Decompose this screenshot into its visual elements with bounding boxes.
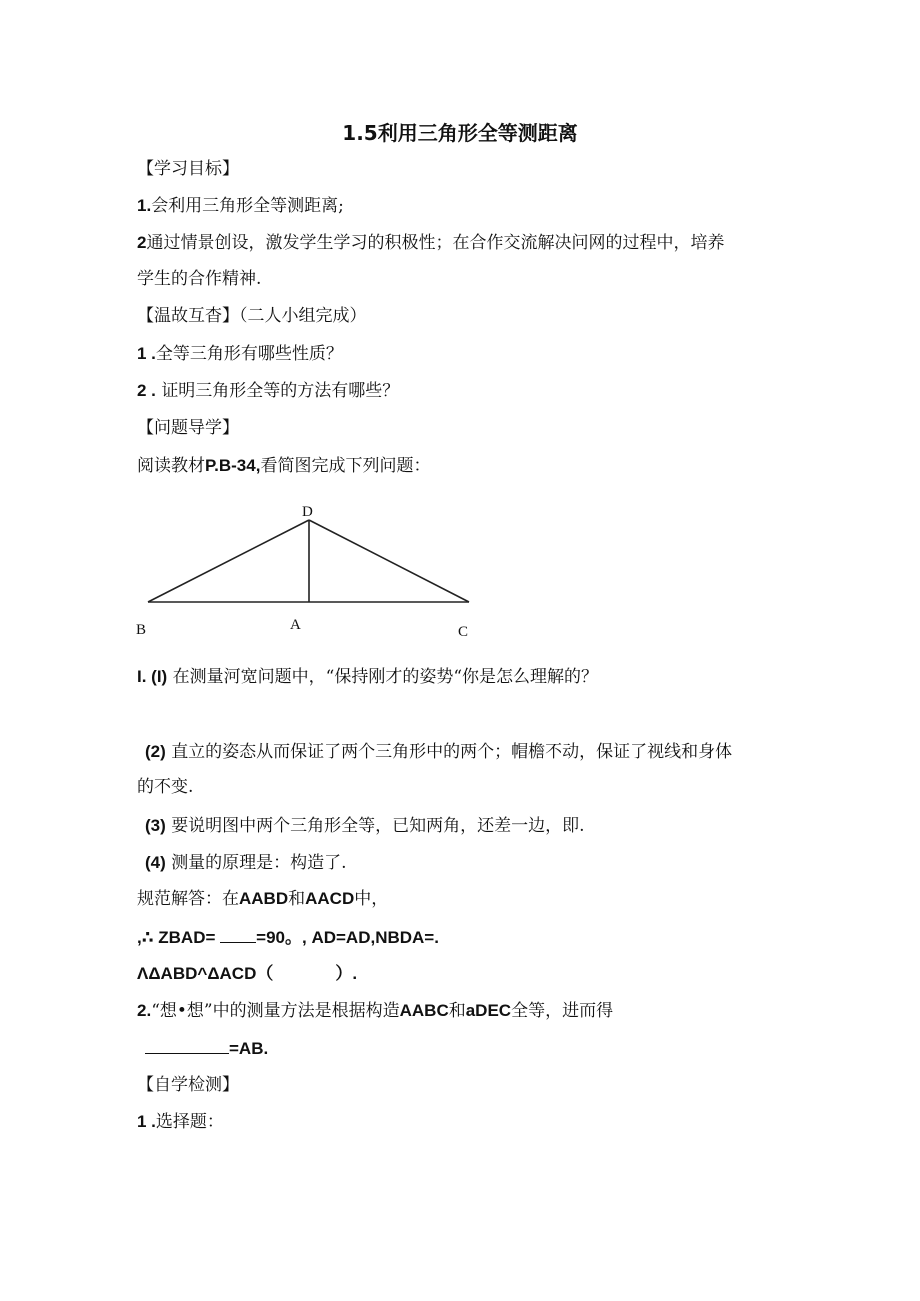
section-review-note: （二人小组完成） (239, 306, 367, 326)
objective-2-text-a: 通过情景创设，激发学生学习的积极性；在合作交流解决问网的过程中，培养 (146, 233, 725, 253)
section-review-label: 【温故互杳】 (137, 306, 239, 326)
guide-q2 (145, 741, 732, 763)
read-instruction-b: 看简图完成下列问题： (260, 456, 431, 476)
standard-answer-a: 规范解答：在 (137, 889, 239, 909)
guide-q4-text: 测量的原理是：构造了. (171, 853, 347, 873)
section-selftest: 【自学检测】 (137, 1075, 239, 1095)
segment-bd (148, 520, 309, 602)
blank-angle[interactable] (220, 926, 256, 943)
guide-q4 (145, 852, 347, 874)
triangle-abd: AABD (239, 889, 289, 908)
equation-2-b: ）. (335, 964, 358, 983)
guide-item-2-and: 和 (448, 1001, 466, 1021)
guide-item-2-text-b: 全等，进而得 (511, 1001, 614, 1021)
guide-item-2 (137, 1000, 613, 1022)
triangle-diagram (120, 495, 490, 645)
review-q2-text: 证明三角形全等的方法有哪些？ (161, 381, 400, 401)
blank-segment[interactable] (145, 1037, 229, 1054)
page-title: 1.5利用三角形全等测距离 (342, 121, 578, 145)
guide-q1 (137, 666, 598, 688)
guide-q2-text-a: 直立的姿态从而保证了两个三角形中的两个；帽檐不动，保证了视线和身体 (171, 742, 733, 762)
guide-q1-text: 在测量河宽问题中，“保持刚才的姿势“你是怎么理解的？ (172, 667, 599, 687)
triangle-acd: AACD (305, 889, 355, 908)
objective-1 (137, 195, 344, 217)
label-c: C (458, 624, 469, 640)
objective-1-text: 会利用三角形全等测距离; (151, 196, 344, 216)
guide-q1-prefix: I. (I) (137, 667, 168, 686)
guide-item-2-equation (145, 1037, 268, 1060)
equation-1-a: ,∴ ZBAD= (137, 928, 216, 947)
objective-2-cont: 学生的合作精神. (137, 269, 262, 289)
objective-1-number: 1. (137, 196, 152, 215)
review-q2 (137, 380, 399, 402)
guide-q4-prefix: (4) (145, 853, 166, 872)
selftest-q1-text: 选择题： (155, 1112, 224, 1132)
guide-q2-cont: 的不变. (137, 777, 194, 797)
guide-q3 (145, 815, 585, 837)
objective-2 (137, 232, 724, 254)
review-q2-number: 2 . (137, 381, 156, 400)
standard-answer (137, 888, 388, 910)
review-q1 (137, 343, 343, 365)
equation-1-b: =90。, AD=AD,NBDA=. (256, 928, 439, 947)
guide-q3-text: 要说明图中两个三角形全等，已知两角，还差一边，即. (171, 816, 585, 836)
triangle-dec: aDEC (465, 1001, 512, 1020)
section-review (137, 305, 367, 327)
read-reference: P.B-34, (205, 456, 261, 475)
read-instruction (137, 455, 430, 477)
triangle-abc: AABC (399, 1001, 449, 1020)
label-a: A (290, 617, 301, 633)
standard-answer-b: 中， (354, 889, 389, 909)
standard-answer-and: 和 (288, 889, 306, 909)
guide-q2-prefix: (2) (145, 742, 166, 761)
review-q1-number: 1 . (137, 344, 156, 363)
objective-2-number: 2 (137, 233, 147, 252)
section-objectives: 【学习目标】 (137, 159, 239, 179)
review-q1-text: 全等三角形有哪些性质？ (155, 344, 343, 364)
label-d: D (302, 504, 313, 520)
selftest-q1 (137, 1111, 224, 1133)
equation-2 (137, 963, 357, 985)
equation-1 (137, 926, 439, 949)
label-b: B (136, 622, 147, 638)
guide-item-2-text-a: “想•想”中的测量方法是根据构造 (151, 1001, 400, 1021)
equation-2-a: ΛΔABD^ΔACD（ (137, 964, 274, 983)
section-guide: 【问题导学】 (137, 418, 239, 438)
guide-item-2-number: 2. (137, 1001, 152, 1020)
selftest-q1-number: 1 . (137, 1112, 156, 1131)
segment-dc (309, 520, 469, 602)
guide-q3-prefix: (3) (145, 816, 166, 835)
guide-item-2-eq: =AB. (229, 1039, 269, 1058)
read-instruction-a: 阅读教材 (137, 456, 205, 476)
